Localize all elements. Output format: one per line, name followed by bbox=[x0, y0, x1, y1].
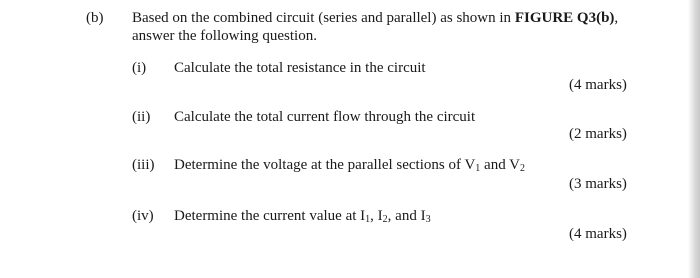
question-text: Calculate the total current flow through the circuit bbox=[174, 109, 476, 125]
marks-label: (4 marks) bbox=[569, 226, 627, 242]
question-number: (iv) bbox=[132, 208, 154, 224]
question-text-part: and V bbox=[480, 157, 521, 173]
subscript: 3 bbox=[425, 214, 431, 225]
marks-label: (2 marks) bbox=[569, 126, 627, 142]
intro-line-1 bbox=[132, 9, 618, 27]
question-text-part: , and I bbox=[387, 208, 426, 224]
figure-reference: FIGURE Q3(b) bbox=[514, 10, 615, 26]
subscript: 1 bbox=[475, 163, 481, 174]
marks-label: (3 marks) bbox=[569, 176, 627, 192]
question-text bbox=[174, 156, 525, 174]
subscript: 2 bbox=[382, 214, 388, 225]
question-text-part: , I bbox=[370, 208, 383, 224]
part-label: (b) bbox=[86, 10, 104, 26]
subscript: 1 bbox=[365, 214, 371, 225]
intro-text: Based on the combined circuit (series and parallel) as shown in bbox=[132, 10, 515, 26]
marks-label: (4 marks) bbox=[569, 77, 627, 93]
question-text bbox=[174, 207, 431, 225]
question-number: (ii) bbox=[132, 109, 151, 125]
intro-punctuation: , bbox=[614, 10, 619, 26]
question-number: (iii) bbox=[132, 157, 155, 173]
question-text-part: Determine the voltage at the parallel sections of V bbox=[174, 157, 476, 173]
question-text-part: Determine the current value at I bbox=[174, 208, 366, 224]
question-number: (i) bbox=[132, 60, 147, 76]
intro-line-2: answer the following question. bbox=[132, 28, 317, 44]
page-edge-shadow bbox=[688, 0, 700, 278]
question-text: Calculate the total resistance in the circuit bbox=[174, 60, 426, 76]
subscript: 2 bbox=[520, 163, 526, 174]
